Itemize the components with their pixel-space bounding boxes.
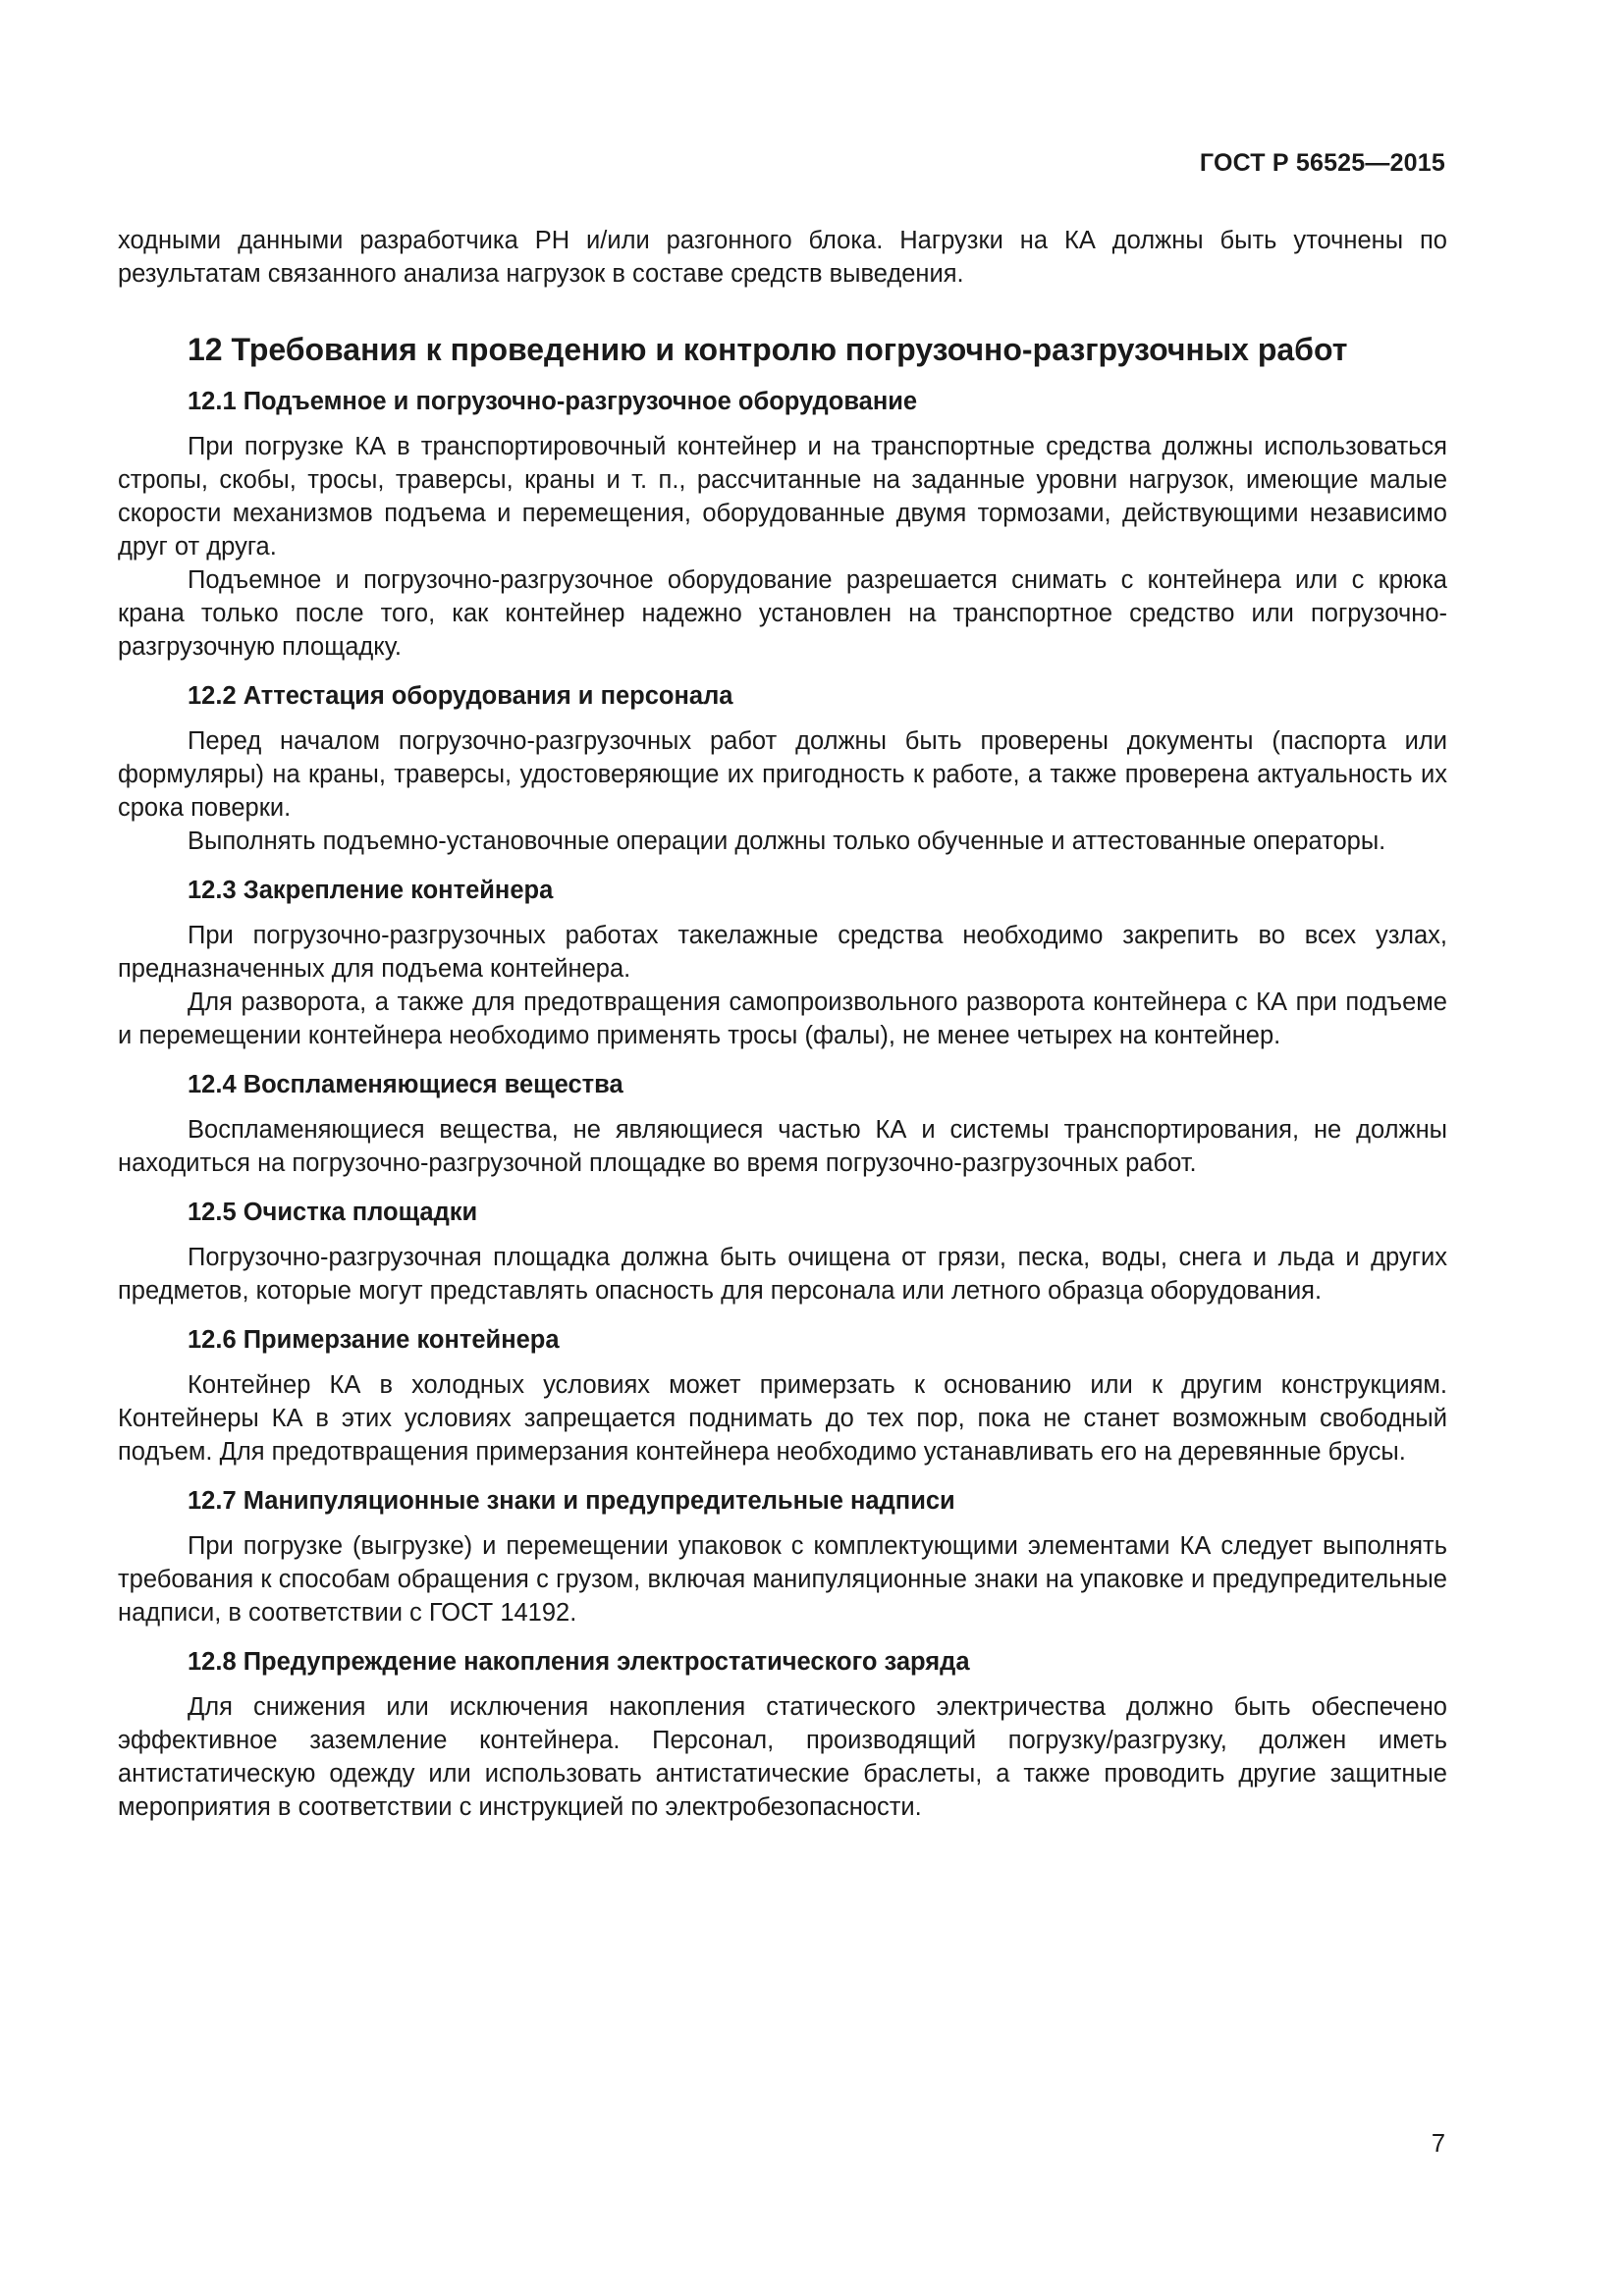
body-paragraph: Для разворота, а также для предотвращения самопроизвольного разворота контейнера с КА при подъеме и перемещении контейнера необходимо применять тросы (фалы), не менее четырех на контейнер.: [118, 988, 1447, 1049]
document-code-header: ГОСТ Р 56525—2015: [1199, 149, 1445, 177]
subsection-title: 12.8 Предупреждение накопления электростатического заряда: [188, 1648, 970, 1676]
subsection: [118, 1196, 1447, 1308]
body-paragraph: Погрузочно-разгрузочная площадка должна быть очищена от грязи, песка, воды, снега и льда и других предметов, которые могут представлять опасность для персонала или летного образца оборудования.: [118, 1244, 1447, 1305]
body-paragraph: При погрузочно-разгрузочных работах такелажные средства необходимо закрепить во всех узлах, предназначенных для подъема контейнера.: [118, 922, 1447, 983]
page-content: [118, 224, 1447, 1824]
body-paragraph: Подъемное и погрузочно-разгрузочное оборудование разрешается снимать с контейнера или с крюка крана только после того, как контейнер надежно установлен на транспортное средство или погрузочно-разгрузочную площадку.: [118, 566, 1447, 661]
subsection: [118, 679, 1447, 858]
subsection: [118, 1068, 1447, 1180]
subsection-title: 12.3 Закрепление контейнера: [188, 877, 554, 904]
body-paragraph: При погрузке (выгрузке) и перемещении упаковок с комплектующими элементами КА следует выполнять требования к способам обращения с грузом, включая манипуляционные знаки на упаковке и предупредительные надписи, в соответствии с ГОСТ 14192.: [118, 1532, 1447, 1627]
subsections-container: [118, 385, 1447, 1824]
subsection-title: 12.4 Воспламеняющиеся вещества: [188, 1071, 623, 1098]
body-paragraph: Выполнять подъемно-установочные операции должны только обученные и аттестованные операторы.: [188, 828, 1386, 855]
page-number: 7: [1431, 2130, 1445, 2158]
body-paragraph: Перед началом погрузочно-разгрузочных работ должны быть проверены документы (паспорта или формуляры) на краны, траверсы, удостоверяющие их пригодность к работе, а также проверена актуальность их срока поверки.: [118, 727, 1447, 822]
subsection: [118, 1645, 1447, 1824]
subsection: [118, 1484, 1447, 1629]
subsection-title: 12.2 Аттестация оборудования и персонала: [188, 682, 733, 710]
body-paragraph: Контейнер КА в холодных условиях может примерзать к основанию или к другим конструкциям. Контейнеры КА в этих условиях запрещается поднимать до тех пор, пока не станет возможным свободный подъем. Для предотвращения примерзания контейнера необходимо устанавливать его на деревянные брусы.: [118, 1371, 1447, 1466]
body-paragraph: Для снижения или исключения накопления статического электричества должно быть обеспечено эффективное заземление контейнера. Персонал, производящий погрузку/разгрузку, должен иметь антистатическую одежду или использовать антистатические браслеты, а также проводить другие защитные мероприятия в соответствии с инструкцией по электробезопасности.: [118, 1693, 1447, 1821]
body-paragraph: При погрузке КА в транспортировочный контейнер и на транспортные средства должны использоваться стропы, скобы, тросы, траверсы, краны и т. п., рассчитанные на заданные уровни нагрузок, имеющие малые скорости механизмов подъема и перемещения, оборудованные двумя тормозами, действующими независимо друг от друга.: [118, 433, 1447, 561]
subsection-title: 12.6 Примерзание контейнера: [188, 1326, 560, 1354]
subsection: [118, 385, 1447, 664]
subsection-title: 12.1 Подъемное и погрузочно-разгрузочное оборудование: [188, 388, 918, 415]
body-paragraph: Воспламеняющиеся вещества, не являющиеся частью КА и системы транспортирования, не должны находиться на погрузочно-разгрузочной площадке во время погрузочно-разгрузочных работ.: [118, 1116, 1447, 1177]
subsection-title: 12.7 Манипуляционные знаки и предупредительные надписи: [188, 1487, 955, 1515]
intro-paragraph: ходными данными разработчика РН и/или разгонного блока. Нагрузки на КА должны быть уточнены по результатам связанного анализа нагрузок в составе средств выведения.: [118, 227, 1447, 288]
section-title: 12 Требования к проведению и контролю погрузочно-разгрузочных работ: [188, 332, 1348, 367]
subsection: [118, 874, 1447, 1052]
subsection-title: 12.5 Очистка площадки: [188, 1199, 478, 1226]
subsection: [118, 1323, 1447, 1468]
